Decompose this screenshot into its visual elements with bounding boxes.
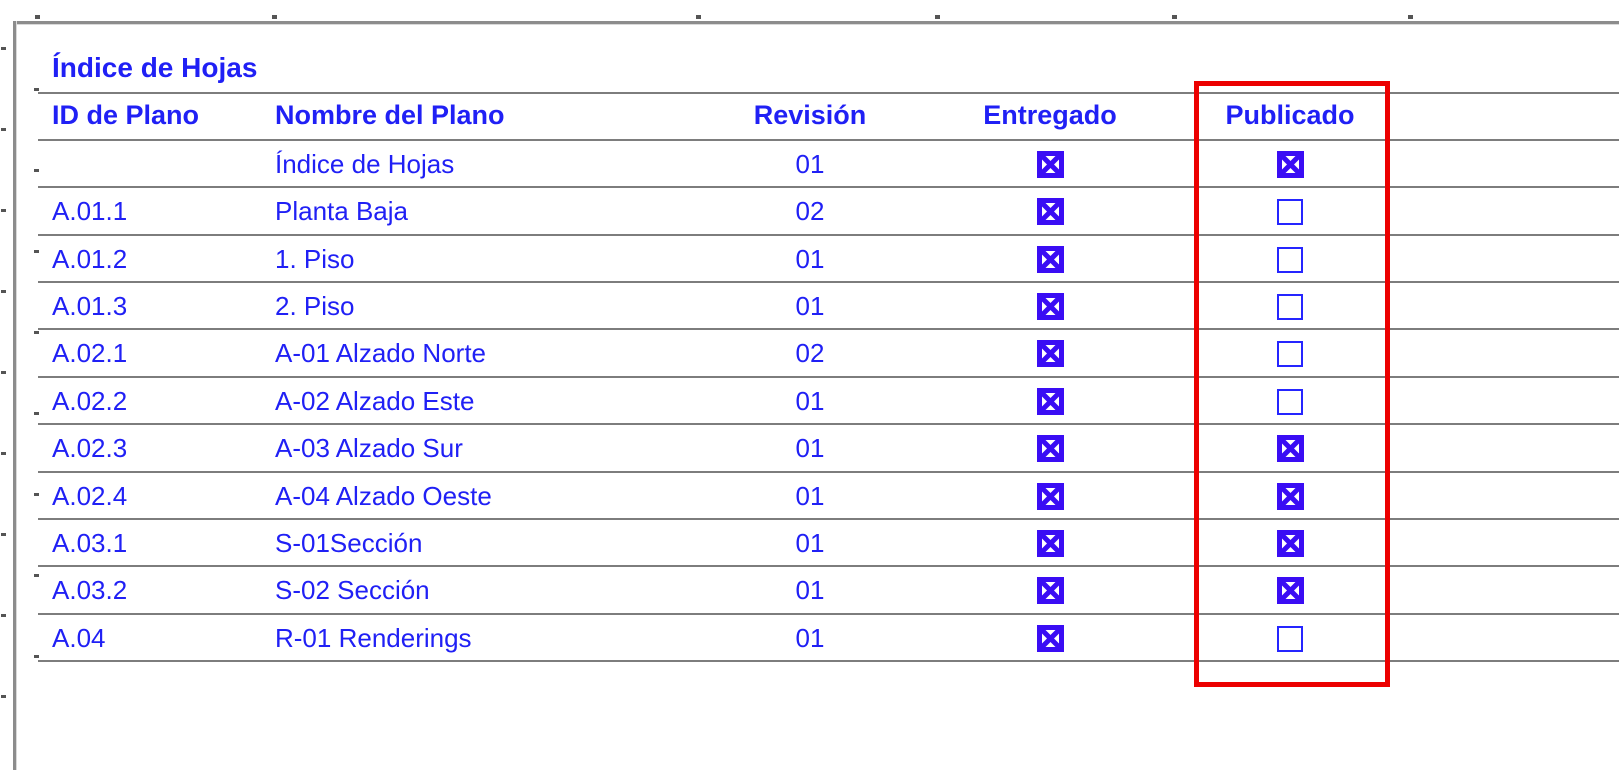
plan-name: A-04 Alzado Oeste	[275, 481, 492, 511]
plan-id: A.02.1	[52, 338, 128, 368]
revision: 01	[795, 623, 825, 653]
entregado-checkbox[interactable]	[1037, 151, 1064, 178]
plan-name: Índice de Hojas	[275, 149, 455, 179]
sheet-border-top	[13, 21, 1619, 25]
plan-name: S-02 Sección	[275, 575, 430, 605]
revision: 01	[795, 386, 825, 416]
plan-id: A.01.1	[52, 196, 128, 226]
revision: 01	[795, 575, 825, 605]
publicado-column-highlight	[1194, 81, 1390, 687]
entregado-checkbox[interactable]	[1037, 483, 1064, 510]
plan-name: S-01Sección	[275, 528, 423, 558]
plan-name: A-03 Alzado Sur	[275, 433, 463, 463]
revision: 01	[795, 244, 825, 274]
ruler-tick	[272, 15, 277, 19]
entregado-checkbox[interactable]	[1037, 530, 1064, 557]
entregado-checkbox[interactable]	[1037, 577, 1064, 604]
entregado-checkbox[interactable]	[1037, 246, 1064, 273]
plan-name: 2. Piso	[275, 291, 355, 321]
ruler-tick	[1408, 15, 1413, 19]
sheet-index-title: Índice de Hojas	[52, 52, 258, 83]
plan-name: A-02 Alzado Este	[275, 386, 475, 416]
plan-id: A.02.3	[52, 433, 128, 463]
ruler-tick	[35, 15, 40, 19]
ruler-tick	[1, 47, 6, 50]
column-header-revision: Revisión	[753, 100, 867, 130]
plan-id: A.01.3	[52, 291, 128, 321]
plan-id: A.02.2	[52, 386, 128, 416]
entregado-checkbox[interactable]	[1037, 625, 1064, 652]
plan-name: Planta Baja	[275, 196, 408, 226]
revision: 01	[795, 481, 825, 511]
entregado-checkbox[interactable]	[1037, 198, 1064, 225]
ruler-tick	[1, 695, 6, 698]
plan-id: A.03.2	[52, 575, 128, 605]
entregado-checkbox[interactable]	[1037, 388, 1064, 415]
grid-tick	[34, 88, 39, 91]
plan-id: A.04	[52, 623, 106, 653]
ruler-tick	[1172, 15, 1177, 19]
revision: 01	[795, 433, 825, 463]
entregado-checkbox[interactable]	[1037, 340, 1064, 367]
column-header-name: Nombre del Plano	[275, 100, 505, 130]
revision: 01	[795, 528, 825, 558]
plan-name: 1. Piso	[275, 244, 355, 274]
revision: 02	[795, 196, 825, 226]
ruler-tick	[935, 15, 940, 19]
ruler-tick	[696, 15, 701, 19]
plan-name: R-01 Renderings	[275, 623, 472, 653]
column-header-publicado: Publicado	[1225, 100, 1355, 130]
entregado-checkbox[interactable]	[1037, 435, 1064, 462]
plan-name: A-01 Alzado Norte	[275, 338, 487, 368]
plan-id: A.01.2	[52, 244, 128, 274]
revision: 01	[795, 149, 825, 179]
entregado-checkbox[interactable]	[1037, 293, 1064, 320]
revision: 02	[795, 338, 825, 368]
plan-id: A.03.1	[52, 528, 128, 558]
plan-id: A.02.4	[52, 481, 128, 511]
revision: 01	[795, 291, 825, 321]
column-header-id: ID de Plano	[52, 100, 200, 130]
column-header-entregado: Entregado	[983, 100, 1117, 130]
